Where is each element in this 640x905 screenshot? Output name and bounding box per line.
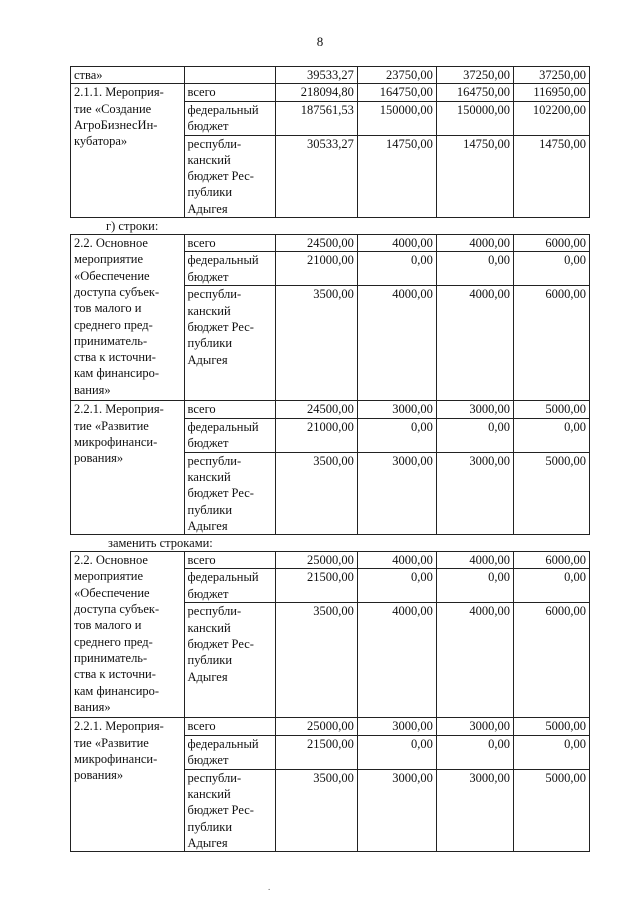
source-line: всего	[187, 719, 216, 734]
value-cell: 14750,00	[357, 135, 436, 217]
value-cell: 5000,00	[513, 401, 589, 418]
value-cell: 4000,00	[436, 603, 513, 718]
source-line: республи-	[187, 287, 242, 302]
source-line: Адыгея	[187, 835, 228, 850]
measure-line: 2.2.1. Мероприя-	[74, 402, 164, 417]
measure-line: вания»	[74, 382, 111, 397]
value-cell: 0,00	[513, 252, 589, 286]
source-cell	[184, 552, 275, 569]
source-line: канский	[187, 303, 231, 318]
source-line: всего	[187, 85, 216, 100]
measure-line: тов малого и	[74, 618, 142, 633]
source-cell	[184, 769, 275, 851]
source-cell	[184, 718, 275, 735]
measure-line: среднего пред-	[74, 634, 153, 649]
value-cell: 0,00	[357, 735, 436, 769]
measure-cell	[71, 235, 185, 401]
measure-line: доступа субъек-	[74, 284, 160, 299]
value-cell: 0,00	[436, 569, 513, 603]
page-number: 8	[316, 34, 324, 49]
value-cell: 39533,27	[275, 67, 357, 84]
source-line: республи-	[187, 604, 242, 619]
value-cell: 0,00	[357, 569, 436, 603]
value-cell: 0,00	[436, 418, 513, 452]
value-cell: 24500,00	[275, 401, 357, 418]
value-cell: 21000,00	[275, 418, 357, 452]
measure-line: микрофинанси-	[74, 434, 158, 449]
source-cell	[184, 235, 275, 252]
source-line: всего	[187, 236, 216, 251]
measure-line: тие «Развитие	[74, 735, 149, 750]
source-line: всего	[187, 553, 216, 568]
source-line: бюджет Рес-	[187, 319, 254, 334]
value-cell: 6000,00	[513, 286, 589, 401]
value-cell: 164750,00	[357, 84, 436, 101]
budget-table-3	[70, 551, 590, 852]
source-line: федеральный	[187, 102, 259, 117]
value-cell: 4000,00	[436, 286, 513, 401]
measure-line: кам финансиро-	[74, 683, 160, 698]
value-cell: 102200,00	[513, 101, 589, 135]
source-line: публики	[187, 653, 233, 668]
source-line: бюджет Рес-	[187, 486, 254, 501]
budget-table-2	[70, 234, 590, 535]
instruction-text-strings: г) строки:	[106, 219, 159, 234]
measure-line: тие «Создание	[74, 101, 152, 116]
source-line: публики	[187, 336, 233, 351]
source-line: бюджет	[187, 118, 229, 133]
value-cell: 0,00	[357, 252, 436, 286]
value-cell: 21500,00	[275, 569, 357, 603]
measure-cell: ства»	[71, 67, 185, 84]
value-cell: 6000,00	[513, 603, 589, 718]
value-cell: 0,00	[513, 735, 589, 769]
value-cell: 3500,00	[275, 769, 357, 851]
measure-line: рования»	[74, 451, 124, 466]
source-cell	[184, 252, 275, 286]
measure-line: «Обеспечение	[74, 268, 150, 283]
value-cell: 164750,00	[436, 84, 513, 101]
instruction-text-replace: заменить строками:	[108, 536, 213, 551]
measure-cell	[71, 718, 185, 852]
value-cell: 21500,00	[275, 735, 357, 769]
source-line: публики	[187, 819, 233, 834]
measure-line: 2.1.1. Мероприя-	[74, 85, 164, 100]
value-cell: 5000,00	[513, 718, 589, 735]
measure-line: 2.2. Основное	[74, 236, 148, 251]
source-line: бюджет	[187, 753, 229, 768]
measure-line: ства к источни-	[74, 350, 156, 365]
measure-line: доступа субъек-	[74, 602, 160, 617]
source-line: канский	[187, 787, 231, 802]
value-cell: 4000,00	[436, 235, 513, 252]
bottom-dot-mark: .	[268, 882, 271, 892]
value-cell: 3000,00	[436, 401, 513, 418]
value-cell: 14750,00	[436, 135, 513, 217]
measure-line: 2.2.1. Мероприя-	[74, 719, 164, 734]
source-line: бюджет Рес-	[187, 803, 254, 818]
source-cell	[184, 735, 275, 769]
value-cell: 6000,00	[513, 552, 589, 569]
value-cell: 30533,27	[275, 135, 357, 217]
source-cell	[184, 67, 275, 84]
table-row	[71, 235, 590, 252]
measure-line: мероприятие	[74, 569, 144, 584]
value-cell: 5000,00	[513, 769, 589, 851]
source-line: всего	[187, 402, 216, 417]
source-line: публики	[187, 502, 233, 517]
value-cell: 0,00	[513, 569, 589, 603]
value-cell: 3500,00	[275, 286, 357, 401]
source-cell	[184, 569, 275, 603]
source-cell	[184, 603, 275, 718]
source-line: республи-	[187, 453, 242, 468]
table-row	[71, 67, 590, 84]
value-cell: 3000,00	[436, 452, 513, 534]
value-cell: 0,00	[357, 418, 436, 452]
source-line: Адыгея	[187, 518, 228, 533]
budget-table-1	[70, 66, 590, 218]
source-line: публики	[187, 185, 233, 200]
value-cell: 187561,53	[275, 101, 357, 135]
source-cell	[184, 418, 275, 452]
source-line: республи-	[187, 770, 242, 785]
source-line: Адыгея	[187, 201, 228, 216]
source-cell	[184, 452, 275, 534]
source-line: федеральный	[187, 570, 259, 585]
measure-line: вания»	[74, 699, 111, 714]
measure-line: кам финансиро-	[74, 366, 160, 381]
measure-line: приниматель-	[74, 333, 148, 348]
source-cell	[184, 135, 275, 217]
value-cell: 150000,00	[357, 101, 436, 135]
value-cell: 3000,00	[357, 452, 436, 534]
value-cell: 3500,00	[275, 452, 357, 534]
value-cell: 25000,00	[275, 552, 357, 569]
value-cell: 3000,00	[357, 718, 436, 735]
source-line: бюджет	[187, 586, 229, 601]
value-cell: 21000,00	[275, 252, 357, 286]
value-cell: 4000,00	[436, 552, 513, 569]
value-cell: 4000,00	[357, 235, 436, 252]
table-row	[71, 552, 590, 569]
document-body	[70, 66, 590, 852]
value-cell: 3500,00	[275, 603, 357, 718]
source-line: федеральный	[187, 253, 259, 268]
value-cell: 4000,00	[357, 286, 436, 401]
source-line: канский	[187, 620, 231, 635]
value-cell: 0,00	[513, 418, 589, 452]
source-line: республи-	[187, 136, 242, 151]
value-cell: 37250,00	[513, 67, 589, 84]
value-cell: 37250,00	[436, 67, 513, 84]
source-line: Адыгея	[187, 352, 228, 367]
value-cell: 14750,00	[513, 135, 589, 217]
value-cell: 3000,00	[357, 401, 436, 418]
measure-line: кубатора»	[74, 134, 128, 149]
measure-line: ства к источни-	[74, 667, 156, 682]
measure-line: рования»	[74, 768, 124, 783]
value-cell: 4000,00	[357, 603, 436, 718]
value-cell: 6000,00	[513, 235, 589, 252]
source-line: бюджет	[187, 269, 229, 284]
source-cell	[184, 286, 275, 401]
value-cell: 116950,00	[513, 84, 589, 101]
table-row	[71, 401, 590, 418]
value-cell: 3000,00	[436, 769, 513, 851]
value-cell: 4000,00	[357, 552, 436, 569]
source-line: федеральный	[187, 419, 259, 434]
value-cell: 5000,00	[513, 452, 589, 534]
measure-line: тов малого и	[74, 301, 142, 316]
source-cell	[184, 401, 275, 418]
source-cell	[184, 101, 275, 135]
measure-cell	[71, 552, 185, 718]
table-row	[71, 718, 590, 735]
value-cell: 24500,00	[275, 235, 357, 252]
measure-line: «Обеспечение	[74, 585, 150, 600]
value-cell: 25000,00	[275, 718, 357, 735]
value-cell: 150000,00	[436, 101, 513, 135]
measure-line: тие «Развитие	[74, 418, 149, 433]
measure-cell	[71, 401, 185, 535]
measure-line: микрофинанси-	[74, 752, 158, 767]
measure-line: среднего пред-	[74, 317, 153, 332]
source-line: канский	[187, 469, 231, 484]
source-line: канский	[187, 152, 231, 167]
value-cell: 0,00	[436, 735, 513, 769]
value-cell: 218094,80	[275, 84, 357, 101]
table-row	[71, 84, 590, 101]
measure-cell	[71, 84, 185, 218]
measure-line: 2.2. Основное	[74, 553, 148, 568]
source-line: бюджет Рес-	[187, 637, 254, 652]
source-line: бюджет Рес-	[187, 169, 254, 184]
source-line: федеральный	[187, 736, 259, 751]
source-cell	[184, 84, 275, 101]
source-line: Адыгея	[187, 669, 228, 684]
measure-line: АгроБизнесИн-	[74, 117, 158, 132]
measure-line: мероприятие	[74, 252, 144, 267]
value-cell: 3000,00	[436, 718, 513, 735]
value-cell: 0,00	[436, 252, 513, 286]
measure-line: приниматель-	[74, 650, 148, 665]
source-line: бюджет	[187, 435, 229, 450]
value-cell: 23750,00	[357, 67, 436, 84]
value-cell: 3000,00	[357, 769, 436, 851]
